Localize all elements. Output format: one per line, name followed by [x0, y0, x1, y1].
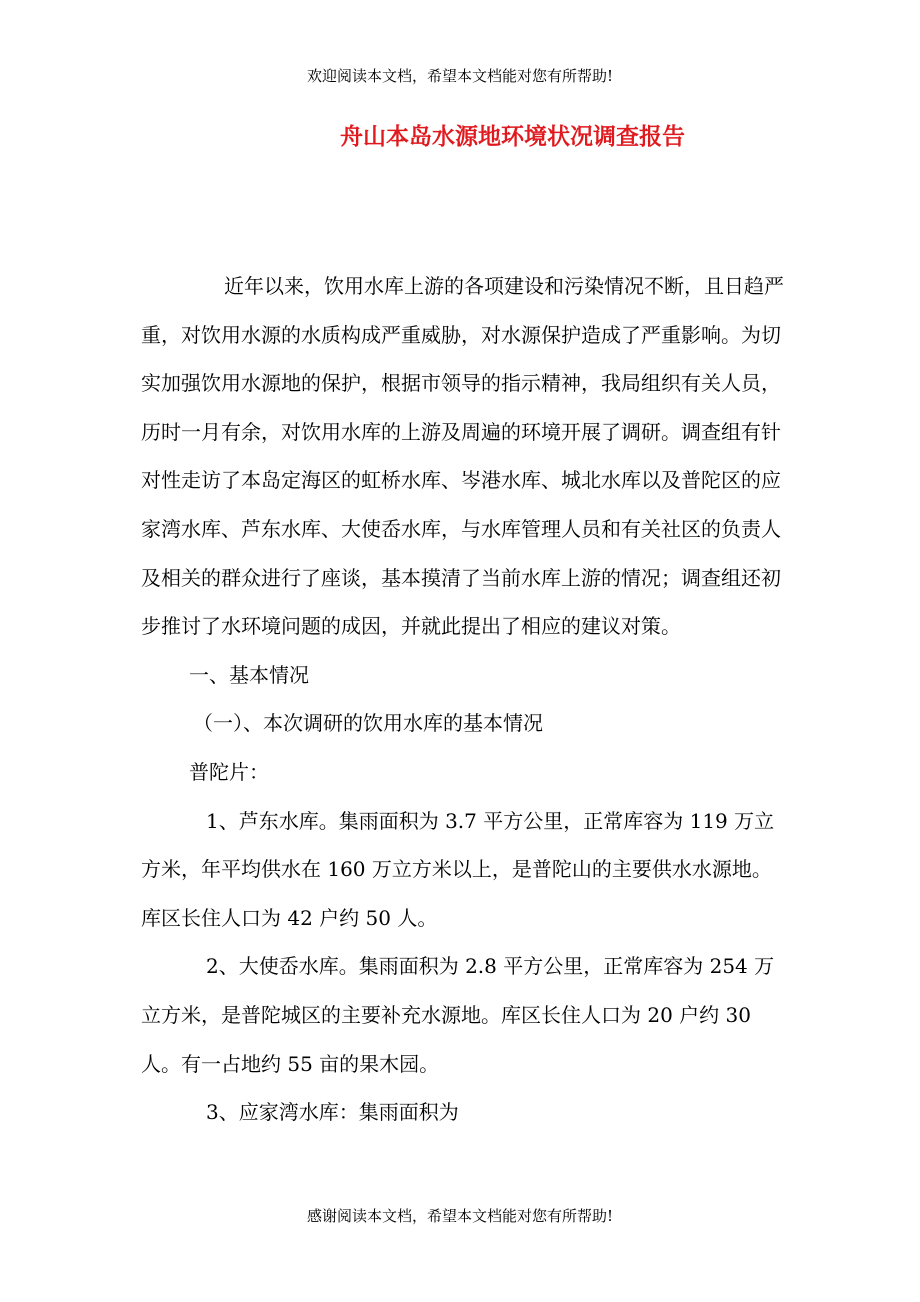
document-title: 舟山本岛水源地环境状况调查报告 [340, 123, 685, 150]
reservoir-item-ludong: 1、芦东水库。集雨面积为 3.7 平方公里，正常库容为 119 万立方米，年平均供水在 160 万立方米以上，是普陀山的主要供水水源地。库区长住人口为 42 户约 50 人。 [141, 808, 775, 930]
section-heading-basic-situation: 一、基本情况 [189, 662, 309, 687]
reservoir-item-dashiao: 2、大使岙水库。集雨面积为 2.8 平方公里，正常库容为 254 万立方米，是普陀城区的主要补充水源地。库区长住人口为 20 户约 30 人。有一占地约 55 亩的果木园。 [141, 954, 775, 1076]
intro-paragraph: 近年以来，饮用水库上游的各项建设和污染情况不断，且日趋严重，对饮用水源的水质构成严重威胁，对水源保护造成了严重影响。为切实加强饮用水源地的保护，根据市领导的指示精神，我局组织有关人员，历时一月有余，对饮用水库的上游及周遍的环境开展了调研。调查组有针对性走访了本岛定海区的虹桥水库、岑港水库、城北水库以及普陀区的应家湾水库、芦东水库、大使岙水库，与水库管理人员和有关社区的负责人及相关的群众进行了座谈，基本摸清了当前水库上游的情况；调查组还初步推讨了水环境问题的成因，并就此提出了相应的建议对策。 [141, 274, 784, 639]
page-header-note: 欢迎阅读本文档，希望本文档能对您有所帮助! [306, 67, 614, 85]
subsection-heading-reservoirs: （一）、本次调研的饮用水库的基本情况 [193, 711, 543, 736]
document-body [141, 262, 791, 1137]
area-label-putuo: 普陀片： [189, 759, 269, 784]
reservoir-item-yingjiawan: 3、应家湾水库：集雨面积为 [206, 1100, 459, 1125]
page-footer-note: 感谢阅读本文档，希望本文档能对您有所帮助! [306, 1207, 614, 1225]
